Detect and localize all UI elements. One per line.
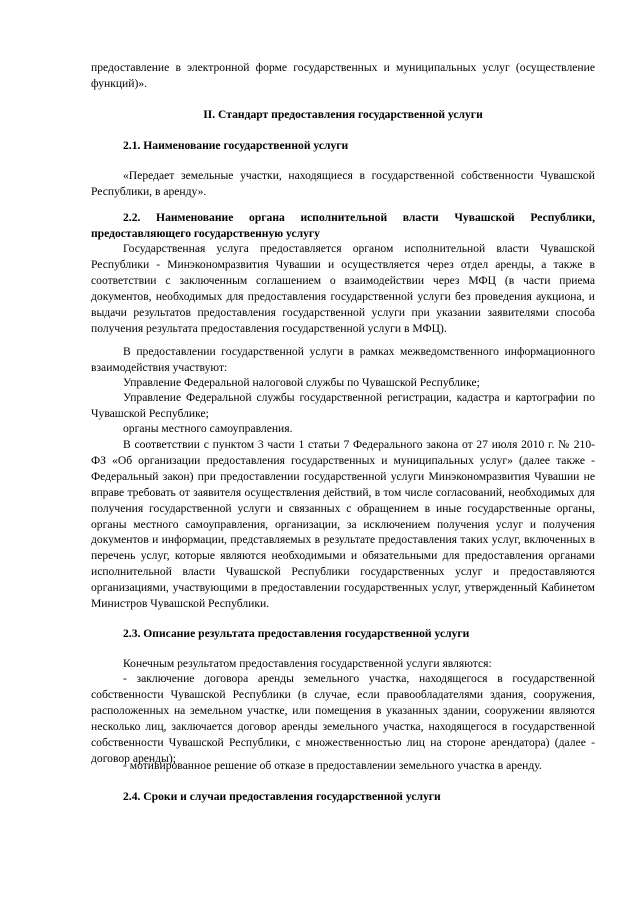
paragraph-2-2-federal-law: В соответствии с пунктом 3 части 1 статьи 7 Федерального закона от 27 июля 2010 г. № 210-ФЗ «Об организации предоставления государственных и муниципальных услуг» (далее также - Федеральный закон) при предоставлении государственной услуги Минэкономразвития Чувашии не вправе требовать от заявителя осуществления действий, в том числе согласований, необходимых для получения государственной услуги и связанных с обращением в иные государственные органы, органы местного самоуправления, организации, за исключением получения услуг и получения документов и информации, представляемых в результате предоставления таких услуг, включенных в перечень услуг, которые являются необходимыми и обязательными для предоставления органами исполнительной власти Чувашской Республики государственных услуг и предоставляются организациями, участвующими в предоставлении государственных услуг, утвержденный Кабинетом Министров Чувашской Республики. bbox=[91, 438, 595, 611]
result-lease-agreement: - заключение договора аренды земельного участка, находящегося в государственной собственности Чувашской Республики (в случае, если правообладателями здания, сооружения, расположенных на земельном участке, или помещения в указанных здании, сооружении являются несколько лиц, заключается договор аренды земельного участка, находящегося в государственной собственности Чувашской Республики, с множественностью лиц на стороне арендатора) (далее - договор аренды); bbox=[91, 672, 595, 765]
paragraph-2-1: «Передает земельные участки, находящиеся в государственной собственности Чувашской Республики, в аренду». bbox=[91, 169, 595, 198]
heading-2-4: 2.4. Сроки и случаи предоставления государственной услуги bbox=[123, 790, 441, 803]
heading-2-1: 2.1. Наименование государственной услуги bbox=[123, 139, 349, 152]
paragraph-2-2-participants: В предоставлении государственной услуги в рамках межведомственного информационного взаимодействия участвуют: bbox=[91, 345, 595, 374]
section-title: II. Стандарт предоставления государственной услуги bbox=[203, 108, 483, 121]
result-refusal: - мотивированное решение об отказе в предоставлении земельного участка в аренду. bbox=[123, 759, 542, 772]
participant-registration-service: Управление Федеральной службы государственной регистрации, кадастра и картографии по Чувашской Республике; bbox=[91, 391, 595, 420]
heading-2-3: 2.3. Описание результата предоставления государственной услуги bbox=[123, 627, 470, 640]
paragraph-2-2-organ: Государственная услуга предоставляется органом исполнительной власти Чувашской Республики - Минэкономразвития Чувашии и осуществляется через отдел аренды, а также в соответствии с заключенным соглашением о взаимодействии через МФЦ (в части приема документов, необходимых для предоставления государственной услуги без проведения аукциона, и выдачи результатов предоставления государственной услуги при указании заявителями способа получения результата предоставления государственной услуги в МФЦ). bbox=[91, 242, 595, 335]
heading-2-2: 2.2. Наименование органа исполнительной власти Чувашской Республики, предоставляющего государственную услугу bbox=[91, 211, 595, 240]
participant-local-government: органы местного самоуправления. bbox=[123, 422, 293, 435]
paragraph-2-3-results: Конечным результатом предоставления государственной услуги являются: bbox=[123, 657, 492, 670]
participant-tax-service: Управление Федеральной налоговой службы по Чувашской Республике; bbox=[123, 376, 480, 389]
intro-paragraph: предоставление в электронной форме государственных и муниципальных услуг (осуществление функций)». bbox=[91, 61, 595, 90]
